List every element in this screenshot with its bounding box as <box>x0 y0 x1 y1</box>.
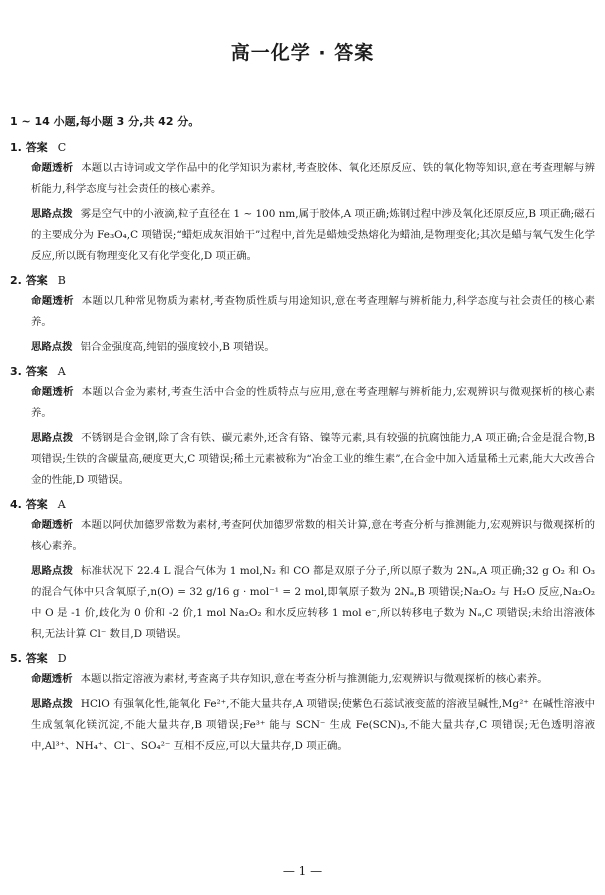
analysis-label: 命题透析 <box>31 162 74 174</box>
answer-value: A <box>57 365 66 378</box>
answer-value: B <box>57 274 66 287</box>
hint-text: 雾是空气中的小液滴,粒子直径在 1 ~ 100 nm,属于胶体,A 项正确;炼钢过程中涉及氧化还原反应,B 项正确;磁石的主要成分为 Fe₃O₄,C 项错误;“蜡炬成灰泪始干”过程中,首先是蜡烛受热熔化为蜡油,是物理变化;其次是蜡与氧气发生化学反应,所以既有物理变化又有化学变化,D 项正确。 <box>31 208 595 262</box>
answer-value: D <box>57 652 67 665</box>
section-intro: 1 ~ 14 小题,每小题 3 分,共 42 分。 <box>10 115 200 128</box>
question-header <box>10 649 595 669</box>
hint-label: 思路点拨 <box>31 698 73 710</box>
analysis-paragraph <box>10 158 595 200</box>
answer-value: A <box>57 498 66 511</box>
analysis-text: 本题以阿伏加德罗常数为素材,考查阿伏加德罗常数的相关计算,意在考查分析与推测能力,宏观辨识与微观探析的核心素养。 <box>31 519 596 552</box>
analysis-label: 命题透析 <box>31 673 73 685</box>
question-number: 4. <box>10 498 22 511</box>
analysis-text: 本题以古诗词或文学作品中的化学知识为素材,考查胶体、氧化还原反应、铁的氧化物等知识,意在考查理解与辨析能力,科学态度与社会责任的核心素养。 <box>31 162 595 195</box>
answer-label: 答案 <box>25 652 48 665</box>
hint-paragraph <box>10 204 595 267</box>
analysis-text: 本题以合金为素材,考查生活中合金的性质特点与应用,意在考查理解与辨析能力,宏观辨识与微观探析的核心素养。 <box>31 386 596 419</box>
hint-label: 思路点拨 <box>31 341 73 353</box>
question-number: 3. <box>10 365 22 378</box>
hint-text: 标准状况下 22.4 L 混合气体为 1 mol,N₂ 和 CO 都是双原子分子,所以原子数为 2Nₐ,A 项正确;32 g O₂ 和 O₃ 的混合气体中只含氧原子,n(O) = 32 g/16 g · mol⁻¹ = 2 mol,即氧原子数为 2Nₐ,B 项错误;Na₂O₂ 与 H₂O 反应,Na₂O₂ 中 O 是 -1 价,歧化为 0 价和 -2 价,1 mol Na₂O₂ 和水反应转移 1 mol e⁻,所以转移电子数为 Nₐ,C 项错误;未给出溶液体积,无法计算 Cl⁻ 数目,D 项错误。 <box>31 565 596 640</box>
hint-text: 不锈钢是合金钢,除了含有铁、碳元素外,还含有铬、镍等元素,具有较强的抗腐蚀能力,A 项正确;合金是混合物,B 项错误;生铁的含碳量高,硬度更大,C 项错误;稀土元素被称为“冶金工业的维生素”,在合金中加入适量稀土元素,能大大改善合金的性能,D 项错误。 <box>31 432 596 486</box>
question-item <box>10 649 595 757</box>
analysis-text: 本题以几种常见物质为素材,考查物质性质与用途知识,意在考查理解与辨析能力,科学态度与社会责任的核心素养。 <box>31 295 596 328</box>
question-item <box>10 362 595 491</box>
hint-label: 思路点拨 <box>31 565 74 577</box>
hint-paragraph <box>10 428 595 491</box>
page-number: — 1 — <box>282 864 323 878</box>
question-header <box>10 271 595 291</box>
analysis-paragraph <box>10 382 595 424</box>
hint-label: 思路点拨 <box>31 208 73 220</box>
hint-paragraph <box>10 561 595 645</box>
answer-value: C <box>57 141 67 154</box>
analysis-paragraph <box>10 291 595 333</box>
question-header <box>10 362 595 382</box>
hint-text: 铝合金强度高,纯铝的强度较小,B 项错误。 <box>80 341 275 353</box>
question-item <box>10 271 595 358</box>
answer-label: 答案 <box>25 141 48 154</box>
answer-label: 答案 <box>25 365 48 378</box>
analysis-label: 命题透析 <box>31 295 74 307</box>
question-item <box>10 138 595 267</box>
question-list <box>10 138 595 757</box>
hint-paragraph <box>10 694 595 757</box>
answer-content <box>10 112 595 761</box>
question-number: 5. <box>10 652 22 665</box>
analysis-paragraph <box>10 669 595 690</box>
analysis-label: 命题透析 <box>31 519 73 531</box>
hint-text: HClO 有强氧化性,能氧化 Fe²⁺,不能大量共存,A 项错误;使紫色石蕊试液变蓝的溶液呈碱性,Mg²⁺ 在碱性溶液中生成氢氧化镁沉淀,不能大量共存,B 项错误;Fe³⁺ 能与 SCN⁻ 生成 Fe(SCN)₃,不能大量共存,C 项错误;无色透明溶液中,Al³⁺、NH₄⁺、Cl⁻、SO₄²⁻ 互相不反应,可以大量共存,D 项正确。 <box>31 698 595 752</box>
question-number: 1. <box>10 141 22 154</box>
page-title: 高一化学 · 答案 <box>230 42 375 64</box>
analysis-text: 本题以指定溶液为素材,考查离子共存知识,意在考查分析与推测能力,宏观辨识与微观探析的核心素养。 <box>80 673 548 685</box>
answer-label: 答案 <box>25 274 48 287</box>
analysis-paragraph <box>10 515 595 557</box>
answer-label: 答案 <box>25 498 48 511</box>
question-number: 2. <box>10 274 22 287</box>
question-header <box>10 138 595 158</box>
analysis-label: 命题透析 <box>31 386 74 398</box>
question-header <box>10 495 595 515</box>
question-item <box>10 495 595 645</box>
hint-paragraph <box>10 337 595 358</box>
hint-label: 思路点拨 <box>31 432 74 444</box>
